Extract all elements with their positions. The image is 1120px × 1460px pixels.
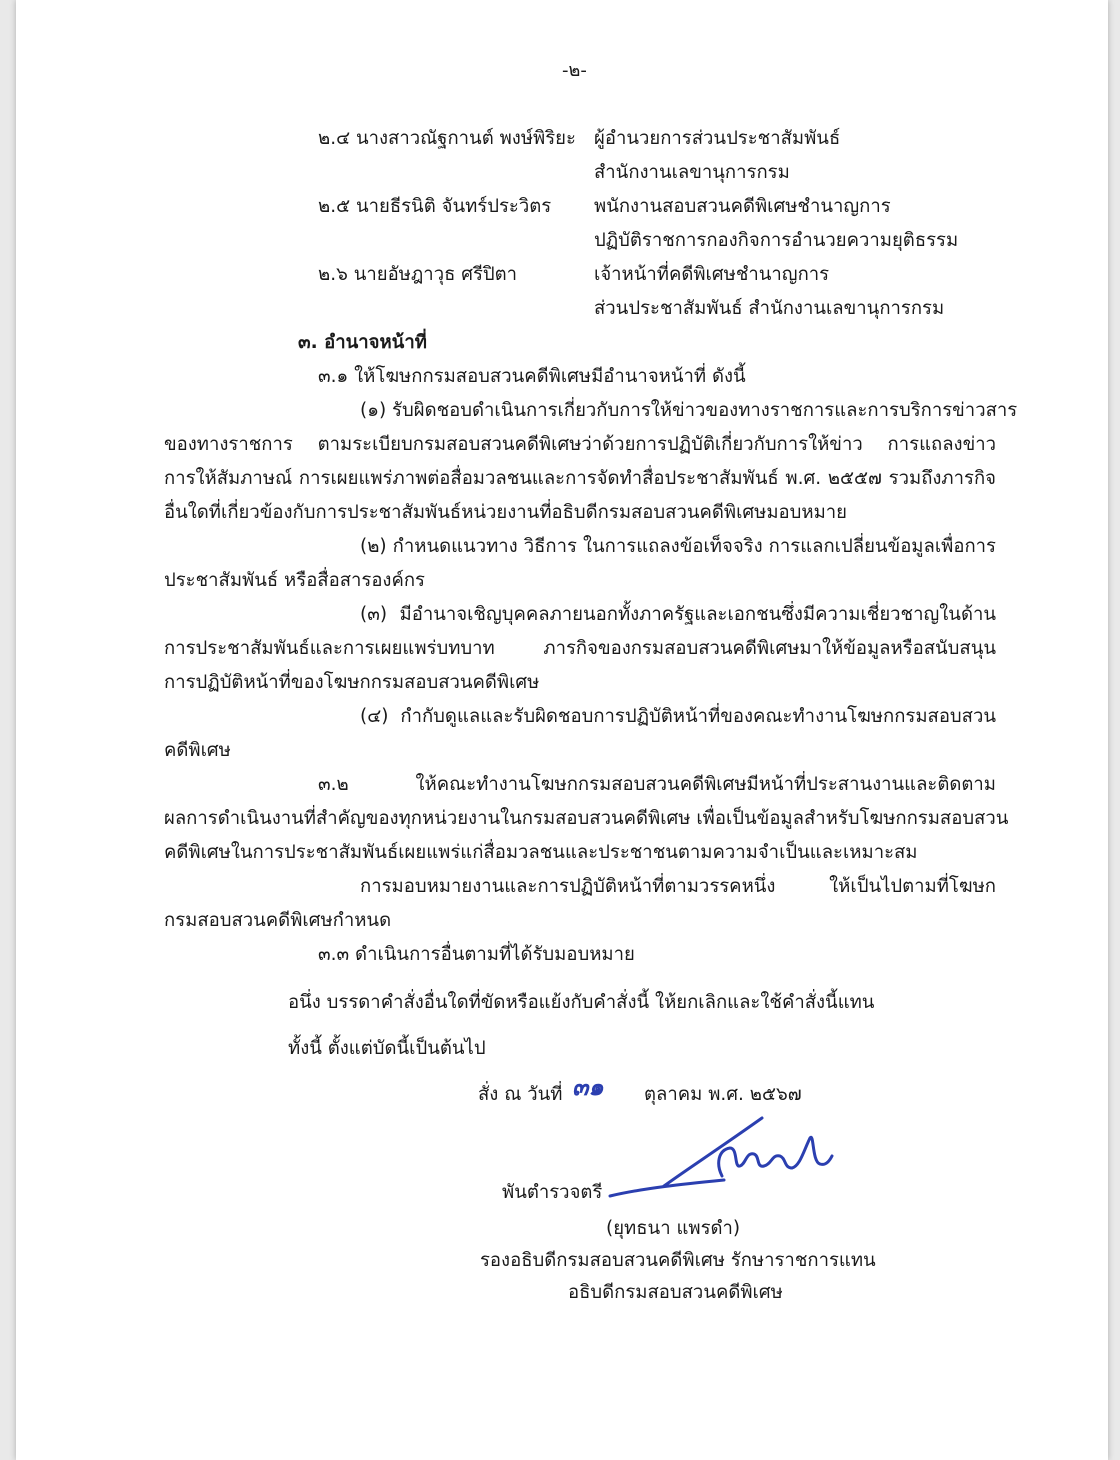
signer-name: (ยุทธนา แพรดำ) bbox=[606, 1218, 741, 1239]
paragraph-line: คดีพิเศษในการประชาสัมพันธ์เผยแพร่แก่สื่อมวลชนและประชาชนตามความจำเป็นและเหมาะสม bbox=[164, 842, 918, 863]
member-position: ปฏิบัติราชการกองกิจการอำนวยความยุติธรรม bbox=[594, 230, 959, 251]
order-date-prefix: สั่ง ณ วันที่ bbox=[478, 1084, 563, 1105]
member-name: ๒.๖ นายอัษฎาวุธ ศรีปิตา bbox=[318, 264, 518, 285]
order-date-suffix: ตุลาคม พ.ศ. ๒๕๖๗ bbox=[644, 1084, 802, 1105]
paragraph-line: คดีพิเศษ bbox=[164, 740, 231, 761]
paragraph-line: ประชาสัมพันธ์ หรือสื่อสารองค์กร bbox=[164, 570, 425, 591]
paragraph-line: ผลการดำเนินงานที่สำคัญของทุกหน่วยงานในกรมสอบสวนคดีพิเศษ เพื่อเป็นข้อมูลสำหรับโฆษกกรมสอบสวน bbox=[164, 808, 1009, 829]
signer-title: อธิบดีกรมสอบสวนคดีพิเศษ bbox=[568, 1282, 783, 1303]
page-number: -๒- bbox=[562, 60, 587, 81]
member-position: เจ้าหน้าที่คดีพิเศษชำนาญการ bbox=[594, 264, 830, 285]
document-page bbox=[16, 0, 1108, 1460]
signer-title: รองอธิบดีกรมสอบสวนคดีพิเศษ รักษาราชการแทน bbox=[480, 1250, 876, 1271]
member-position: ส่วนประชาสัมพันธ์ สำนักงานเลขานุการกรม bbox=[594, 298, 945, 319]
paragraph-line: อื่นใดที่เกี่ยวข้องกับการประชาสัมพันธ์หน่วยงานที่อธิบดีกรมสอบสวนคดีพิเศษมอบหมาย bbox=[164, 502, 848, 523]
revocation-clause: อนึ่ง บรรดาคำสั่งอื่นใดที่ขัดหรือแย้งกับคำสั่งนี้ ให้ยกเลิกและใช้คำสั่งนี้แทน bbox=[288, 992, 875, 1013]
signer-rank: พันตำรวจตรี bbox=[502, 1182, 603, 1203]
member-position: ผู้อำนวยการส่วนประชาสัมพันธ์ bbox=[594, 128, 841, 149]
clause-3-3: ๓.๓ ดำเนินการอื่นตามที่ได้รับมอบหมาย bbox=[318, 944, 635, 965]
paragraph-line: (๓) มีอำนาจเชิญบุคคลภายนอกทั้งภาครัฐและเอกชนซึ่งมีความเชี่ยวชาญในด้าน bbox=[360, 604, 996, 625]
effective-clause: ทั้งนี้ ตั้งแต่บัดนี้เป็นต้นไป bbox=[288, 1038, 486, 1059]
paragraph-line: การประชาสัมพันธ์และการเผยแพร่บทบาท ภารกิจของกรมสอบสวนคดีพิเศษมาให้ข้อมูลหรือสนับสนุน bbox=[164, 638, 996, 659]
section-heading: ๓. อำนาจหน้าที่ bbox=[298, 332, 427, 353]
member-position: พนักงานสอบสวนคดีพิเศษชำนาญการ bbox=[594, 196, 891, 217]
member-name: ๒.๔ นางสาวณัฐกานต์ พงษ์พิริยะ bbox=[318, 128, 576, 149]
paragraph-line: กรมสอบสวนคดีพิเศษกำหนด bbox=[164, 910, 392, 931]
paragraph-line: (๑) รับผิดชอบดำเนินการเกี่ยวกับการให้ข่าวของทางราชการและการบริการข่าวสาร bbox=[360, 400, 1018, 421]
paragraph-line: (๔) กำกับดูแลและรับผิดชอบการปฏิบัติหน้าที่ของคณะทำงานโฆษกกรมสอบสวน bbox=[360, 706, 996, 727]
paragraph-line: การปฏิบัติหน้าที่ของโฆษกกรมสอบสวนคดีพิเศษ bbox=[164, 672, 540, 693]
paragraph-line: การให้สัมภาษณ์ การเผยแพร่ภาพต่อสื่อมวลชนและการจัดทำสื่อประชาสัมพันธ์ พ.ศ. ๒๕๕๗ รวมถึงภารกิจ bbox=[164, 468, 996, 489]
clause-3-1: ๓.๑ ให้โฆษกกรมสอบสวนคดีพิเศษมีอำนาจหน้าที่ ดังนี้ bbox=[318, 366, 746, 387]
handwritten-signature bbox=[604, 1110, 834, 1206]
handwritten-day: ๓๑ bbox=[572, 1073, 604, 1101]
paragraph-line: (๒) กำหนดแนวทาง วิธีการ ในการแถลงข้อเท็จจริง การแลกเปลี่ยนข้อมูลเพื่อการ bbox=[360, 536, 996, 557]
member-name: ๒.๕ นายธีรนิติ จันทร์ประวิตร bbox=[318, 196, 552, 217]
paragraph-line: ๓.๒ ให้คณะทำงานโฆษกกรมสอบสวนคดีพิเศษมีหน้าที่ประสานงานและติดตาม bbox=[318, 774, 996, 795]
paragraph-line: ของทางราชการ ตามระเบียบกรมสอบสวนคดีพิเศษว่าด้วยการปฏิบัติเกี่ยวกับการให้ข่าว การแถลงข่าว bbox=[164, 434, 996, 455]
paragraph-line: การมอบหมายงานและการปฏิบัติหน้าที่ตามวรรคหนึ่ง ให้เป็นไปตามที่โฆษก bbox=[360, 876, 996, 897]
member-position: สำนักงานเลขานุการกรม bbox=[594, 162, 790, 183]
